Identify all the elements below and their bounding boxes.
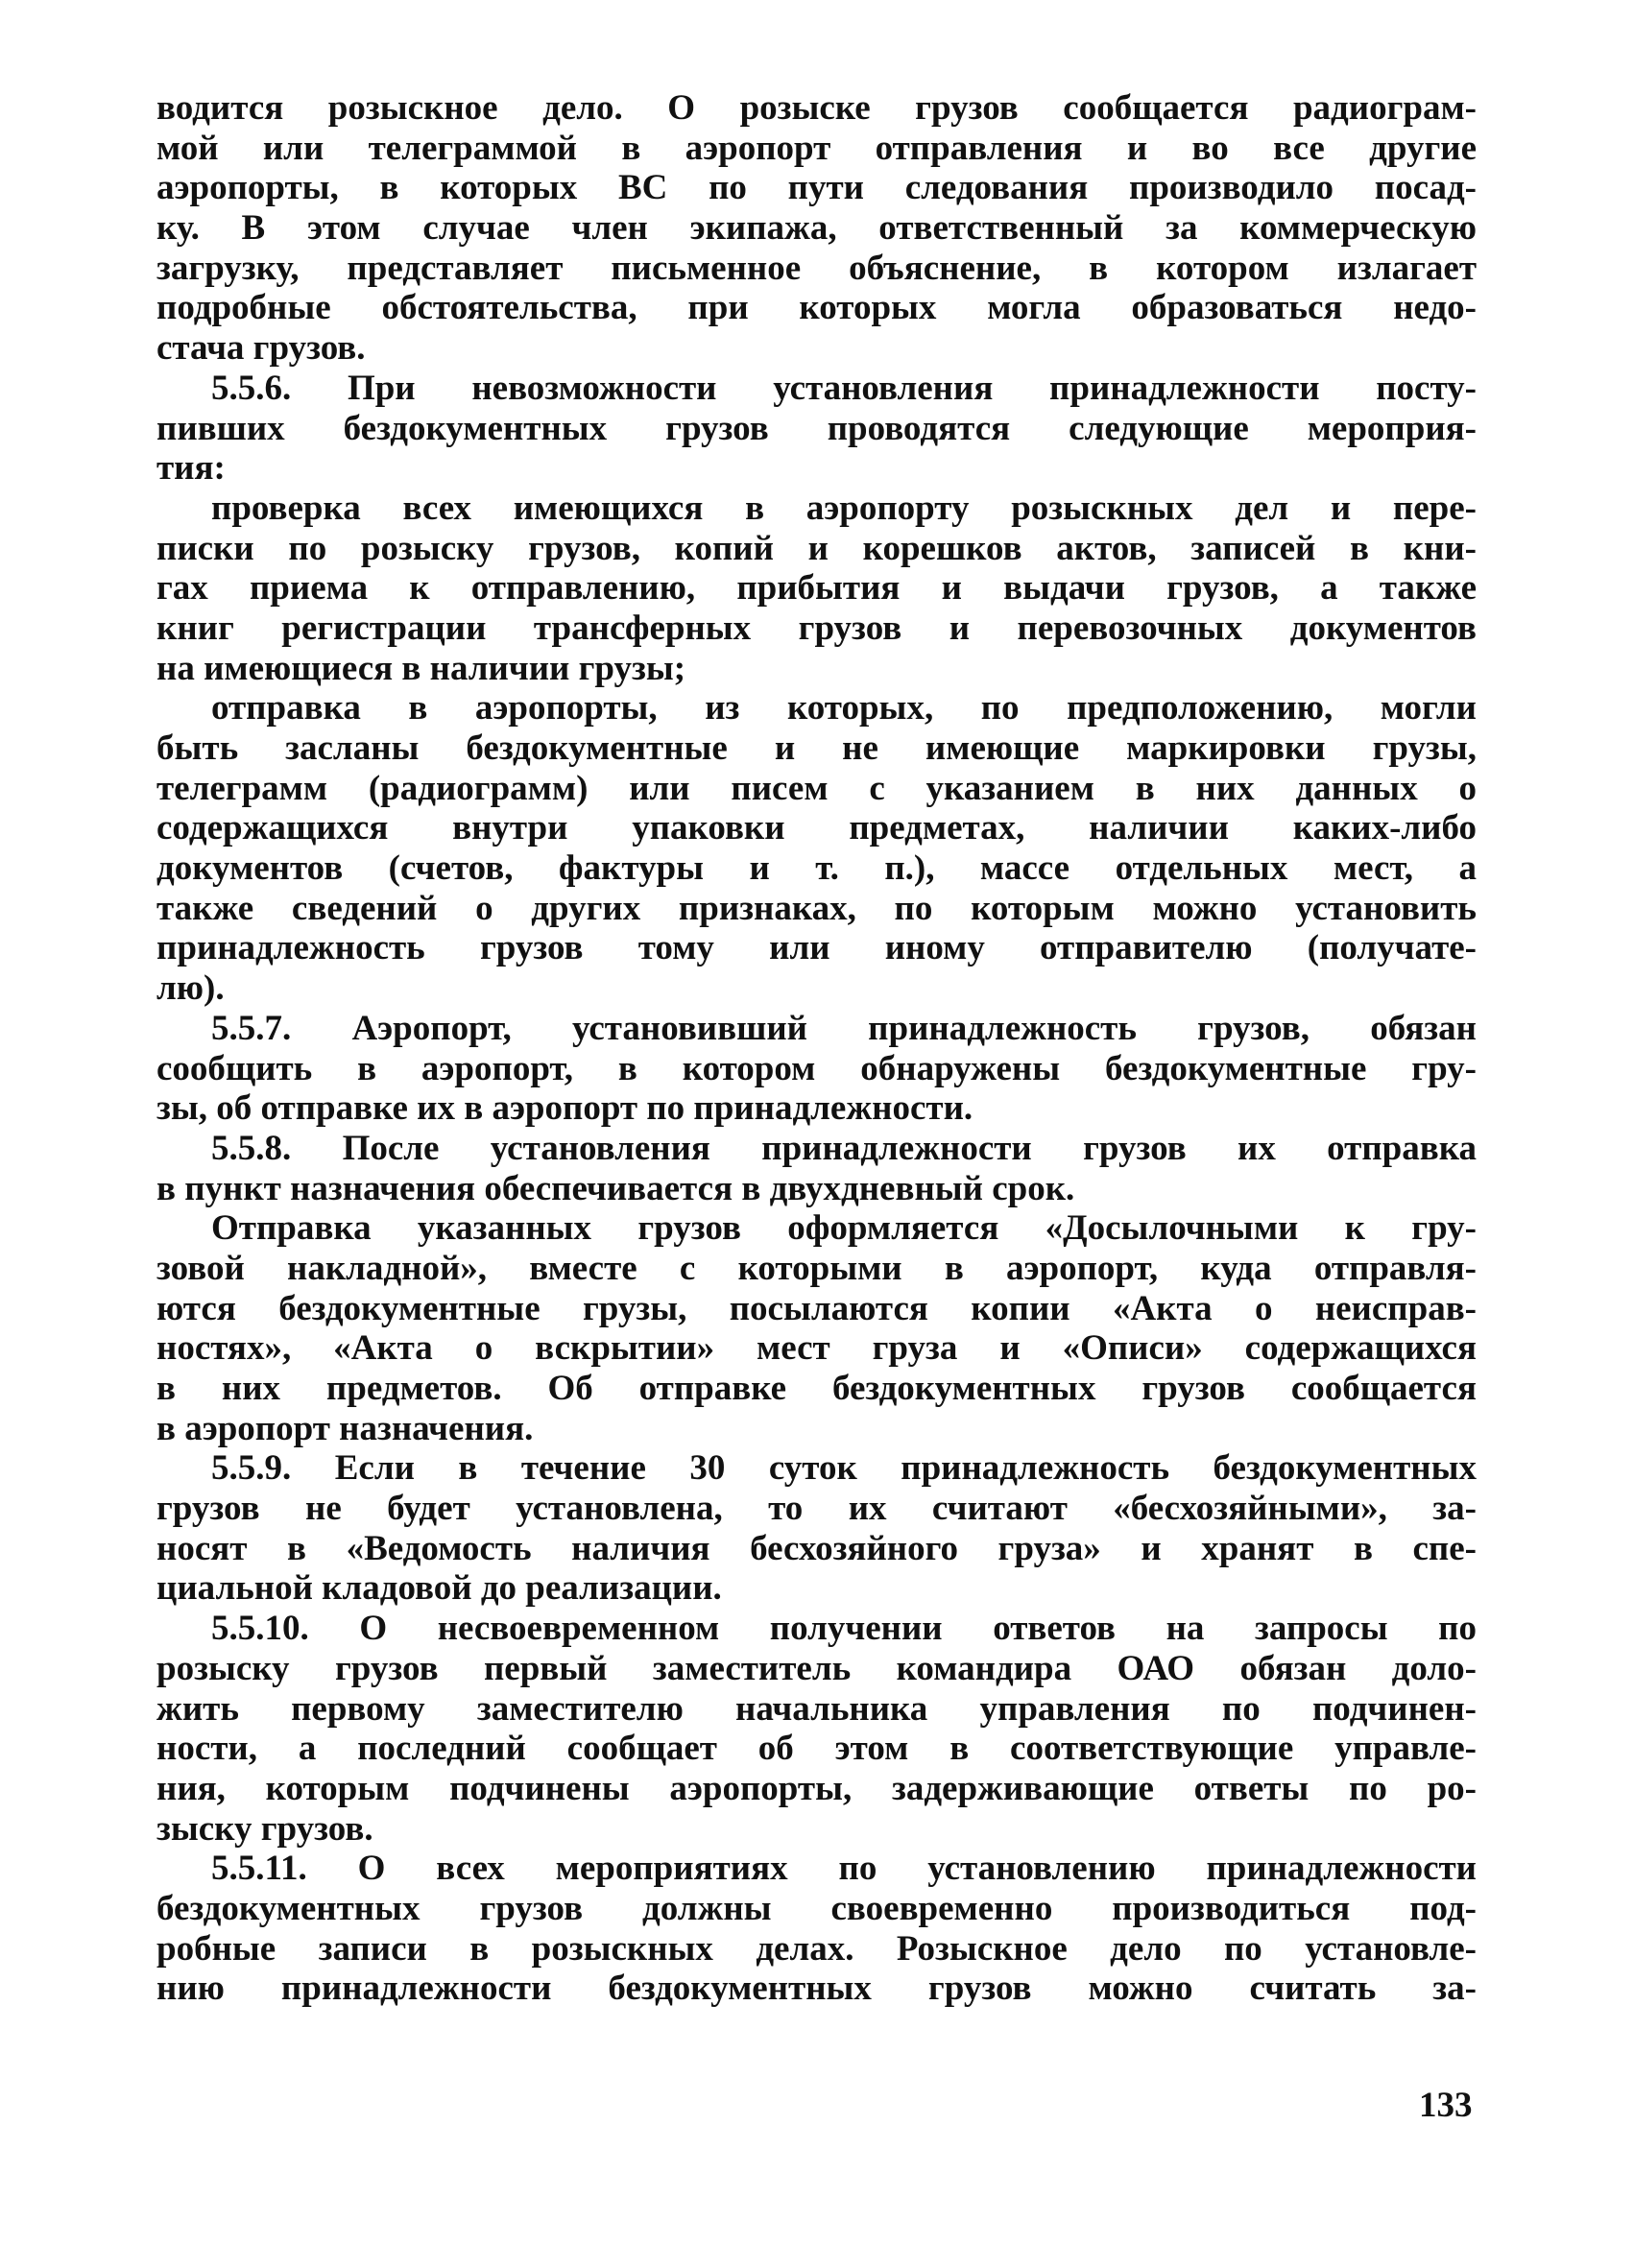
text-line: на имеющиеся в наличии грузы;	[156, 648, 686, 688]
text-line: в аэропорт назначения.	[156, 1408, 534, 1448]
text-line: грузов не будет установлена, то их считают «бесхозяйными», за-	[156, 1489, 1477, 1529]
text-line: пивших бездокументных грузов проводятся следующие мероприя-	[156, 408, 1477, 448]
text-line: мой или телеграммой в аэропорт отправления и во все другие	[156, 128, 1477, 168]
text-line: также сведений о других признаках, по которым можно установить	[156, 888, 1477, 928]
text-line: телеграмм (радиограмм) или писем с указанием в них данных о	[156, 768, 1477, 808]
text-line: водится розыскное дело. О розыске грузов сообщается радиограм-	[156, 88, 1477, 128]
text-line: содержащихся внутри упаковки предметах, наличии каких-либо	[156, 808, 1477, 848]
text-line: принадлежность грузов тому или иному отправителю (получате-	[156, 928, 1477, 968]
text-line: робные записи в розыскных делах. Розыскное дело по установле-	[156, 1928, 1477, 1969]
text-line: тия:	[156, 448, 226, 489]
text-line: бездокументных грузов должны своевременно производиться под-	[156, 1888, 1477, 1928]
text-line: быть засланы бездокументные и не имеющие маркировки грузы,	[156, 728, 1477, 768]
text-line: отправка в аэропорты, из которых, по предположению, могли	[211, 688, 1477, 728]
text-line: 5.5.11. О всех мероприятиях по установлению принадлежности	[211, 1849, 1477, 1889]
text-line: розыску грузов первый заместитель командира ОАО обязан доло-	[156, 1648, 1477, 1688]
text-line: ния, которым подчинены аэропорты, задерживающие ответы по ро-	[156, 1768, 1477, 1808]
text-line: зовой накладной», вместе с которыми в аэропорт, куда отправля-	[156, 1248, 1477, 1288]
text-line: зыску грузов.	[156, 1808, 373, 1849]
text-line: 5.5.8. После установления принадлежности грузов их отправка	[211, 1128, 1477, 1168]
text-line: зы, об отправке их в аэропорт по принадлежности.	[156, 1088, 973, 1129]
text-line: книг регистрации трансферных грузов и перевозочных документов	[156, 608, 1477, 648]
text-line: 5.5.6. При невозможности установления принадлежности посту-	[211, 368, 1477, 408]
text-line: стача грузов.	[156, 328, 366, 369]
text-line: ку. В этом случае член экипажа, ответственный за коммерческую	[156, 208, 1477, 249]
text-line: гах приема к отправлению, прибытия и выдачи грузов, а также	[156, 568, 1477, 609]
text-line: нию принадлежности бездокументных грузов можно считать за-	[156, 1969, 1477, 2009]
page-number: 133	[1419, 2086, 1473, 2125]
body-text	[156, 88, 1477, 2009]
text-line: сообщить в аэропорт, в котором обнаружены бездокументные гру-	[156, 1048, 1477, 1088]
text-line: ются бездокументные грузы, посылаются копии «Акта о неисправ-	[156, 1288, 1477, 1328]
text-line: загрузку, представляет письменное объяснение, в котором излагает	[156, 248, 1477, 288]
text-line: проверка всех имеющихся в аэропорту розыскных дел и пере-	[211, 488, 1477, 528]
text-line: ности, а последний сообщает об этом в соответствующие управле-	[156, 1729, 1477, 1769]
text-line: лю).	[156, 968, 225, 1009]
text-line: 5.5.7. Аэропорт, установивший принадлежность грузов, обязан	[211, 1008, 1477, 1048]
text-line: писки по розыску грузов, копий и корешков актов, записей в кни-	[156, 528, 1477, 568]
text-line: в них предметов. Об отправке бездокументных грузов сообщается	[156, 1369, 1477, 1408]
text-line: документов (счетов, фактуры и т. п.), массе отдельных мест, а	[156, 848, 1477, 889]
text-line: аэропорты, в которых ВС по пути следования производило посад-	[156, 168, 1477, 208]
text-line: ностях», «Акта о вскрытии» мест груза и «Описи» содержащихся	[156, 1328, 1477, 1369]
text-line: Отправка указанных грузов оформляется «Досылочными к гру-	[211, 1208, 1477, 1249]
text-line: в пункт назначения обеспечивается в двухдневный срок.	[156, 1168, 1075, 1208]
text-line: 5.5.9. Если в течение 30 суток принадлежность бездокументных	[211, 1448, 1477, 1489]
text-line: подробные обстоятельства, при которых могла образоваться недо-	[156, 288, 1477, 328]
text-line: циальной кладовой до реализации.	[156, 1568, 722, 1609]
text-line: 5.5.10. О несвоевременном получении ответов на запросы по	[211, 1609, 1477, 1649]
text-line: носят в «Ведомость наличия бесхозяйного груза» и хранят в спе-	[156, 1528, 1477, 1568]
text-line: жить первому заместителю начальника управления по подчинен-	[156, 1688, 1477, 1729]
